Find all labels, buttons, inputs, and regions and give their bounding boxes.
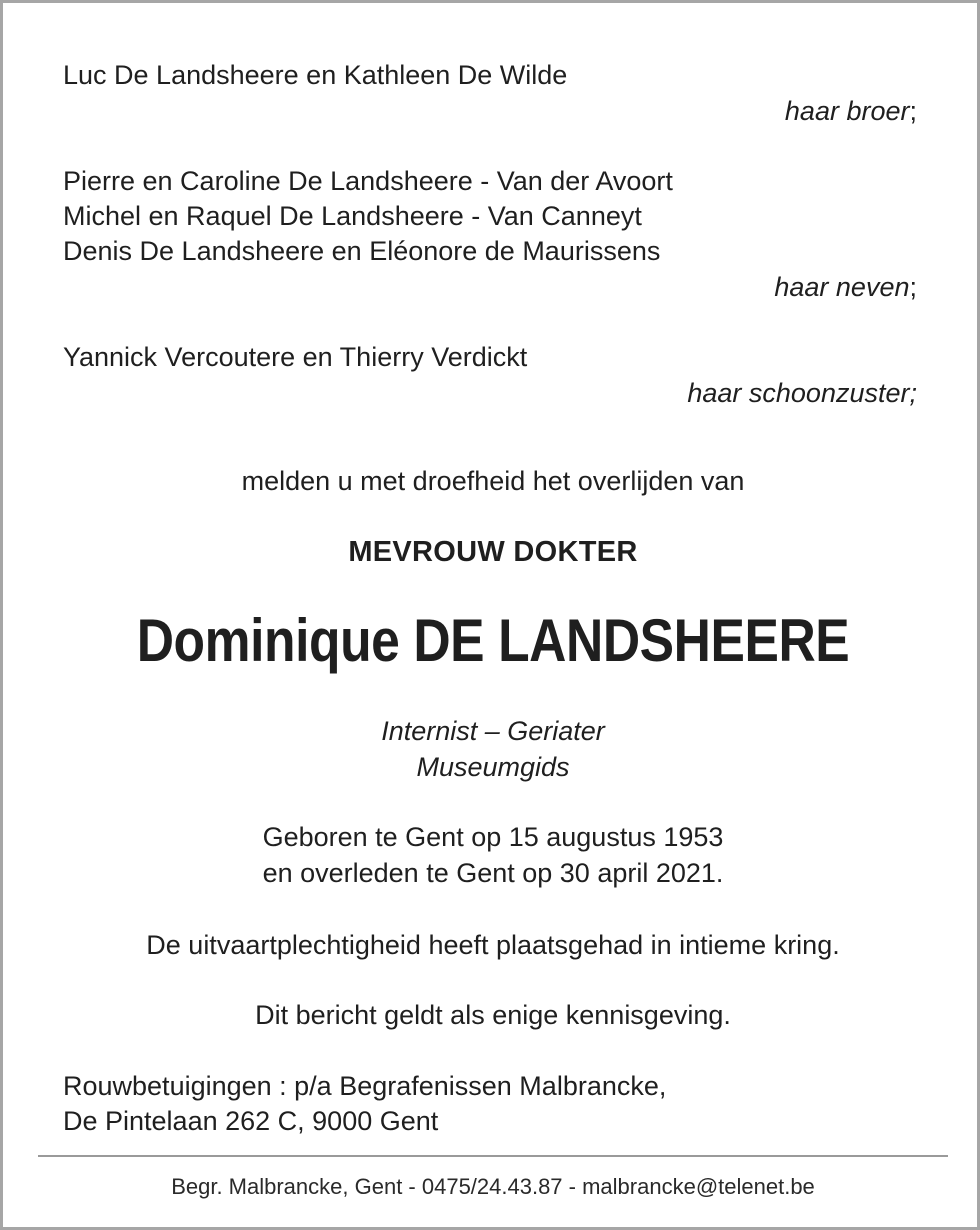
deceased-role: Museumgids xyxy=(416,752,570,782)
notice-text: Dit bericht geldt als enige kennisgeving. xyxy=(255,1000,731,1030)
relation-label xyxy=(785,93,917,129)
ceremony-text: De uitvaartplechtigheid heeft plaatsgehad in intieme kring. xyxy=(146,930,840,960)
deceased-name: Dominique DE LANDSHEERE xyxy=(136,607,850,674)
condolence-address: De Pintelaan 262 C, 9000 Gent xyxy=(63,1106,439,1136)
relation-text: haar broer xyxy=(784,96,910,126)
relation-punct: ; xyxy=(909,96,917,126)
relation-text: haar neven xyxy=(774,272,910,302)
condolence-address: Rouwbetuigingen : p/a Begrafenissen Malbrancke, xyxy=(63,1071,667,1101)
family-member-line: Michel en Raquel De Landsheere - Van Canneyt xyxy=(63,201,642,231)
footer-contact: Begr. Malbrancke, Gent - 0475/24.43.87 - malbrancke@telenet.be xyxy=(171,1174,815,1199)
relation-punct: ; xyxy=(909,272,917,302)
birth-date: Geboren te Gent op 15 augustus 1953 xyxy=(262,822,724,852)
family-member-line: Denis De Landsheere en Eléonore de Maurissens xyxy=(63,236,661,266)
footer-divider xyxy=(38,1155,948,1157)
announcement: melden u met droefheid het overlijden van xyxy=(241,466,745,496)
family-member-line: Pierre en Caroline De Landsheere - Van der Avoort xyxy=(63,166,673,196)
family-member-line: Luc De Landsheere en Kathleen De Wilde xyxy=(63,60,568,90)
relation-label xyxy=(774,269,917,305)
family-member-line: Yannick Vercoutere en Thierry Verdickt xyxy=(63,342,528,372)
deceased-role: Internist – Geriater xyxy=(381,716,605,746)
deceased-title: MEVROUW DOKTER xyxy=(348,536,638,568)
death-date: en overleden te Gent op 30 april 2021. xyxy=(262,858,724,888)
relation-label: haar schoonzuster; xyxy=(687,378,917,408)
